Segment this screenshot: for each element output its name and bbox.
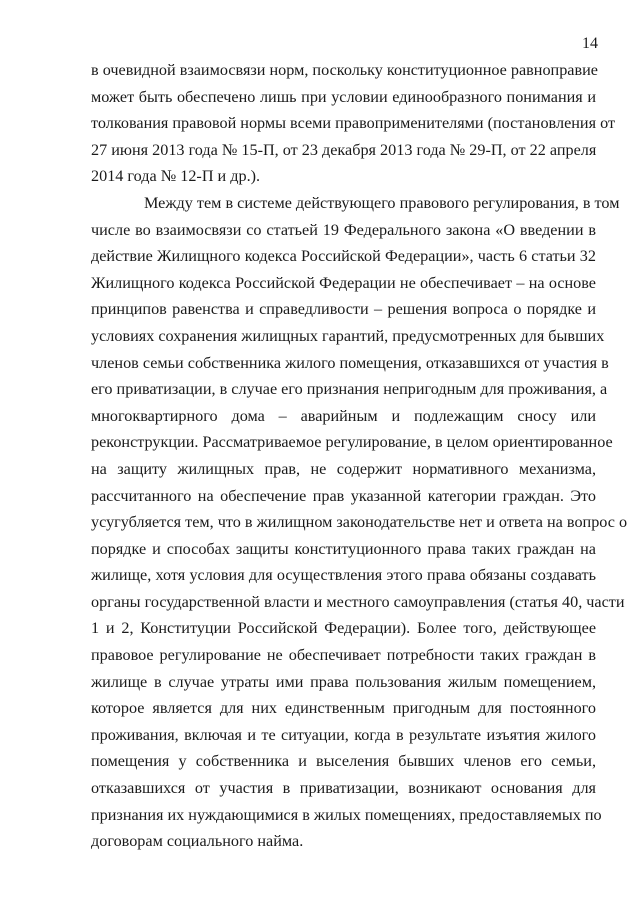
- text-line: членов семьи собственника жилого помещения, отказавшихся от участия в: [91, 353, 609, 372]
- text-line: Между тем в системе действующего правового регулирования, в том: [144, 193, 620, 212]
- text-line: действие Жилищного кодекса Российской Федерации», часть 6 статьи 32: [91, 247, 596, 266]
- text-line: органы государственной власти и местного самоуправления (статья 40, части: [91, 592, 625, 611]
- text-line: Жилищного кодекса Российской Федерации не обеспечивает – на основе: [91, 273, 596, 292]
- text-line: его приватизации, в случае его признания непригодным для проживания, а: [91, 380, 608, 399]
- text-line: принципов равенства и справедливости – решения вопроса о порядке и: [91, 300, 596, 319]
- text-line: 2014 года № 12-П и др.).: [91, 167, 261, 186]
- page-number: 14: [582, 35, 598, 52]
- text-line: правовое регулирование не обеспечивает потребности таких граждан в: [91, 646, 596, 665]
- text-line: может быть обеспечено лишь при условии единообразного понимания и: [91, 87, 596, 106]
- text-line: реконструкции. Рассматриваемое регулирование, в целом ориентированное: [91, 433, 613, 452]
- document-body: [91, 57, 628, 855]
- text-line: рассчитанного на обеспечение прав указанной категории граждан. Это: [91, 486, 596, 505]
- text-line: многоквартирного дома – аварийным и подлежащим сносу или: [91, 406, 596, 425]
- text-line: которое является для них единственным пригодным для постоянного: [91, 699, 596, 718]
- text-line: числе во взаимосвязи со статьей 19 Федерального закона «О введении в: [91, 220, 596, 239]
- text-line: условиях сохранения жилищных гарантий, предусмотренных для бывших: [91, 326, 605, 345]
- text-line: порядке и способах защиты конституционного права таких граждан на: [91, 539, 596, 558]
- text-line: на защиту жилищных прав, не содержит нормативного механизма,: [91, 459, 596, 478]
- text-line: 1 и 2, Конституции Российской Федерации). Более того, действующее: [91, 619, 596, 638]
- text-line: договорам социального найма.: [91, 832, 304, 851]
- text-line: отказавшихся от участия в приватизации, возникают основания для: [91, 779, 596, 798]
- text-line: признания их нуждающимися в жилых помещениях, предоставляемых по: [91, 805, 602, 824]
- text-line: толкования правовой нормы всеми правоприменителями (постановления от: [91, 114, 616, 133]
- paragraph-2: [91, 190, 628, 855]
- text-line: проживания, включая и те ситуации, когда в результате изъятия жилого: [91, 725, 596, 744]
- text-line: 27 июня 2013 года № 15-П, от 23 декабря 2013 года № 29-П, от 22 апреля: [91, 140, 597, 159]
- paragraph-1: [91, 57, 616, 190]
- text-line: жилище в случае утраты ими права пользования жилым помещением,: [91, 672, 596, 691]
- text-line: жилище, хотя условия для осуществления этого права обязаны создавать: [91, 566, 596, 585]
- text-line: помещения у собственника и выселения бывших членов его семьи,: [91, 752, 596, 771]
- text-line: в очевидной взаимосвязи норм, поскольку конституционное равноправие: [91, 61, 598, 79]
- text-line: усугубляется тем, что в жилищном законодательстве нет и ответа на вопрос о: [91, 513, 628, 532]
